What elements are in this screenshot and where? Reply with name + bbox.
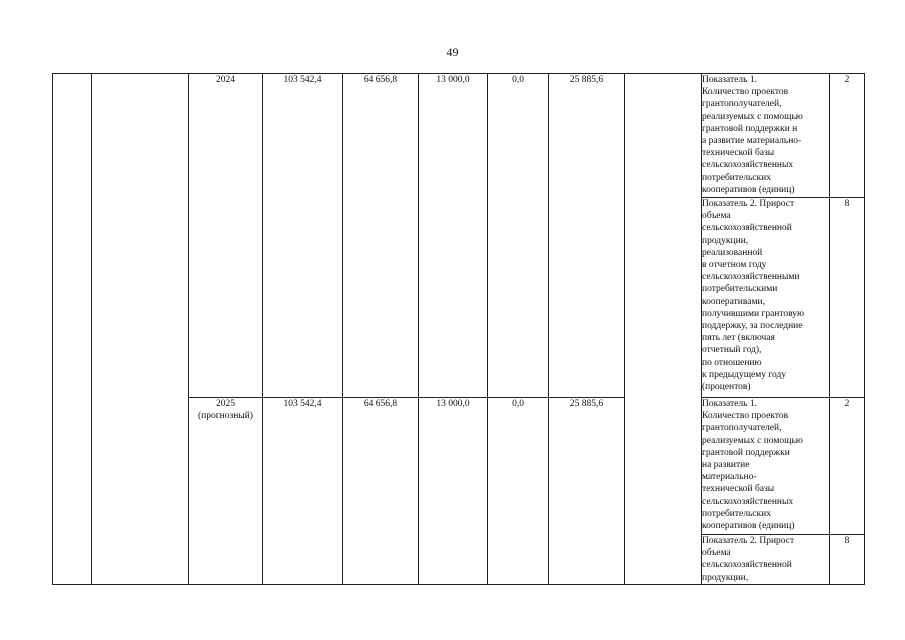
empty-cell-executor	[625, 74, 702, 585]
indicator-value: 8	[830, 198, 865, 398]
indicator-text: Показатель 1. Количество проектов грантополучателей, реализуемых с помощью грантовой поддержки на развитие материально- технической базы сельскохозяйственных потребительских кооперативов (единиц)	[702, 398, 830, 535]
indicator-text: Показатель 2. Прирост объема сельскохозяйственной продукции, реализованной в отчетном году сельскохозяйственными потребительскими кооперативами, получившими грантовую поддержку, за последние пять лет (включая отчетный год), по отношению к предыдущему году (процентов)	[702, 198, 830, 398]
year-cell: 2025 (прогнозный)	[189, 398, 263, 585]
amount-regional: 13 000,0	[419, 398, 488, 585]
empty-cell-name	[92, 74, 189, 585]
indicator-text: Показатель 1. Количество проектов грантополучателей, реализуемых с помощью грантовой поддержки н а развитие материально- технической базы сельскохозяйственных потребительских кооперативов (единиц)	[702, 74, 830, 198]
empty-cell-number	[53, 74, 92, 585]
amount-federal: 64 656,8	[343, 74, 419, 398]
amount-local: 0,0	[488, 398, 549, 585]
amount-local: 0,0	[488, 74, 549, 398]
indicator-value: 2	[830, 398, 865, 535]
amount-total: 103 542,4	[263, 398, 343, 585]
year-cell: 2024	[189, 74, 263, 398]
amount-total: 103 542,4	[263, 74, 343, 398]
indicator-text: Показатель 2. Прирост объема сельскохозяйственной продукции,	[702, 535, 830, 585]
amount-regional: 13 000,0	[419, 74, 488, 398]
amount-other: 25 885,6	[549, 74, 625, 398]
indicator-value: 8	[830, 535, 865, 585]
amount-federal: 64 656,8	[343, 398, 419, 585]
page-number: 49	[446, 45, 459, 59]
amount-other: 25 885,6	[549, 398, 625, 585]
budget-indicator-table	[52, 73, 865, 585]
indicator-value: 2	[830, 74, 865, 198]
table-row	[53, 74, 865, 198]
